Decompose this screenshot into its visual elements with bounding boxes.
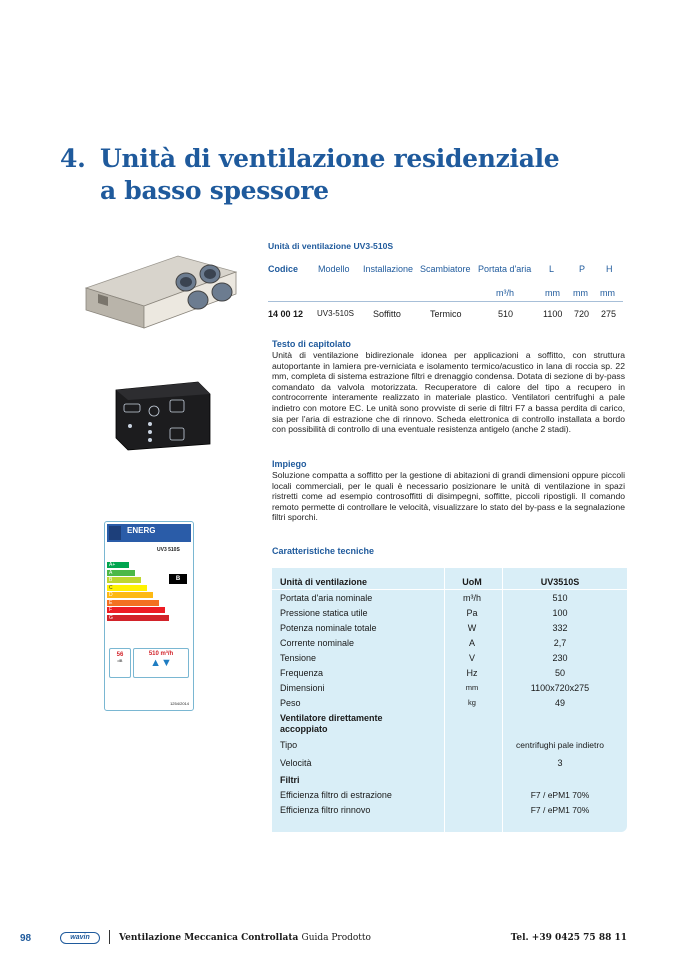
spec-unit: A (468, 638, 475, 648)
spec-label: Velocità (280, 758, 312, 768)
tech-header-model: UV3510S (540, 577, 580, 587)
spec-unit: Pa (466, 608, 478, 618)
spec-unit: m³/h (463, 593, 481, 603)
title-line-1: Unità di ventilazione residenziale (100, 144, 560, 173)
impiego-heading: Impiego (272, 459, 307, 469)
spec-label: Pressione statica utile (280, 608, 368, 618)
spec-value: 2,7 (553, 638, 567, 648)
tech-heading: Caratteristiche tecniche (272, 546, 375, 556)
spec-unit: mm (465, 683, 479, 692)
spec-label: Dimensioni (280, 683, 325, 693)
col-installazione: Installazione (363, 264, 414, 274)
flow-box (133, 648, 189, 678)
spec-label: Corrente nominale (280, 638, 355, 648)
col-portata: Portata d'aria (478, 264, 532, 274)
spec-unit: kg (468, 698, 476, 707)
col-l: L (549, 264, 555, 274)
impiego-body: Soluzione compatta a soffitto per la gestione di abitazioni di grandi dimensioni oppure piccoli locali commerciali, per le quali è necessario posizionare le unità di ventilazione in spazi ristretti come ad esempio controsoffitti di disimpegni, soffitte, piccoli ripostigli. Il comando remoto permette di controllare le velocità, visualizzare lo stato del by-pass e la segnalazione filtri sporchi. (272, 470, 625, 523)
table-row (268, 309, 623, 323)
noise-unit: dB (117, 658, 123, 663)
page-footer (0, 928, 677, 948)
noise-box (109, 648, 131, 678)
col-p: P (579, 264, 586, 274)
energy-rating-arrow: B (169, 574, 187, 584)
spec-value: centrifughi pale indietro (516, 740, 604, 750)
spec-unit: W (467, 623, 477, 633)
remote-control-image (110, 378, 215, 453)
cell-scambiatore: Termico (430, 309, 462, 319)
col-codice: Codice (268, 264, 299, 274)
spec-label: Efficienza filtro di estrazione (280, 790, 392, 800)
cell-l: 1100 (543, 309, 563, 319)
spec-value: 510 (552, 593, 568, 603)
spec-value: F7 / ePM1 70% (530, 805, 590, 815)
footer-divider (109, 930, 110, 944)
spec-label: Efficienza filtro rinnovo (280, 805, 371, 815)
cell-codice: 14 00 12 (268, 309, 304, 319)
spec-unit: V (468, 653, 475, 663)
group-filtri: Filtri (280, 775, 300, 785)
energy-label (104, 521, 194, 711)
energy-class-bar: A+ (107, 562, 129, 568)
chapter-number: 4. (60, 144, 86, 173)
spec-label: Portata d'aria nominale (280, 593, 373, 603)
col-h: H (606, 264, 613, 274)
col-scambiatore: Scambiatore (420, 264, 471, 274)
cell-p: 720 (574, 309, 590, 319)
spec-value: 1100x720x275 (530, 683, 590, 693)
energy-class-bar: C (107, 585, 147, 591)
footer-subtitle: Guida Prodotto (301, 933, 371, 943)
spec-label: Potenza nominale totale (280, 623, 377, 633)
footer-title-main: Ventilazione Meccanica Controllata (119, 933, 299, 943)
page-title (60, 143, 620, 207)
footer-phone: Tel. +39 0425 75 88 11 (510, 933, 627, 943)
flow-value: 510 m³/h (148, 651, 174, 657)
energy-class-bar: A (107, 570, 135, 576)
tech-header-name: Unità di ventilazione (280, 577, 368, 587)
wavin-logo: wavin (60, 932, 100, 944)
product-title: Unità di ventilazione UV3-510S (268, 241, 394, 251)
testo-heading: Testo di capitolato (272, 339, 351, 349)
testo-body: Unità di ventilazione bidirezionale idonea per applicazioni a soffitto, con struttura autoportante in lamiera pre-verniciata e isolamento termico/acustico in lana di roccia sp. 22 mm, completa di sistema estrazione filtri e drenaggio condensa. Dotata di sezione di by-pass comandato da valvola motorizzata. Recuperatore di calore del tipo a recupero in controcorrente interamente realizzato in materiale plastico. Ventilatori centrifughi a pale indietro con motore EC. Le unità sono provviste di serie di filtri F7 a bassa perdita di carico, sia per l'aria di estrazione che di rinnovo. Scheda elettronica di controllo installata a bordo con possibilità di controllo di una eventuale resistenza antigelo (anche 2 stadi). (272, 350, 625, 435)
spec-value: 332 (552, 623, 568, 633)
spec-value: 50 (554, 668, 565, 678)
page-number: 98 (20, 933, 32, 944)
energy-class-bar: G (107, 615, 169, 621)
cell-h: 275 (601, 309, 617, 319)
spec-label: Tipo (280, 740, 298, 750)
col-divider (444, 568, 445, 832)
col-modello: Modello (318, 264, 350, 274)
noise-value: 56 (116, 652, 124, 658)
row-divider (272, 589, 627, 590)
cell-installazione: Soffitto (373, 309, 401, 319)
product-table (268, 264, 623, 323)
unit-portata: m³/h (496, 288, 514, 298)
footer-title (119, 933, 371, 943)
spec-value: 230 (552, 653, 568, 663)
cell-portata: 510 (498, 309, 514, 319)
table-divider (268, 301, 623, 302)
ventilation-unit-image (78, 236, 248, 346)
energy-label-code: 1254/2014 (170, 701, 189, 706)
spec-label: Peso (280, 698, 301, 708)
tech-header-uom: UoM (462, 577, 482, 587)
product-table-header (268, 264, 623, 278)
spec-label: Frequenza (280, 668, 324, 678)
energy-class-bar: B (107, 577, 141, 583)
unit-h: mm (600, 288, 615, 298)
spec-value: 100 (552, 608, 568, 618)
fan-arrows-icon: ▲▼ (150, 657, 172, 669)
unit-l: mm (545, 288, 560, 298)
unit-p: mm (573, 288, 588, 298)
group-ventilatore: Ventilatore direttamente accoppiato (280, 713, 383, 734)
energy-class-bar: F (107, 607, 165, 613)
energy-label-brand: ENERG (127, 526, 156, 535)
energy-label-model: UV3 510S (157, 547, 180, 553)
spec-label: Tensione (280, 653, 317, 663)
cell-modello: UV3-510S (317, 309, 354, 318)
tech-table (272, 568, 627, 832)
title-line-2: a basso spessore (100, 176, 329, 205)
energy-class-bar: D (107, 592, 153, 598)
spec-value: F7 / ePM1 70% (530, 790, 590, 800)
energy-class-scale (107, 562, 167, 622)
product-table-units (268, 288, 623, 302)
spec-unit: Hz (466, 668, 478, 678)
spec-value: 49 (554, 698, 565, 708)
energy-class-bar: E (107, 600, 159, 606)
spec-value: 3 (557, 758, 563, 768)
